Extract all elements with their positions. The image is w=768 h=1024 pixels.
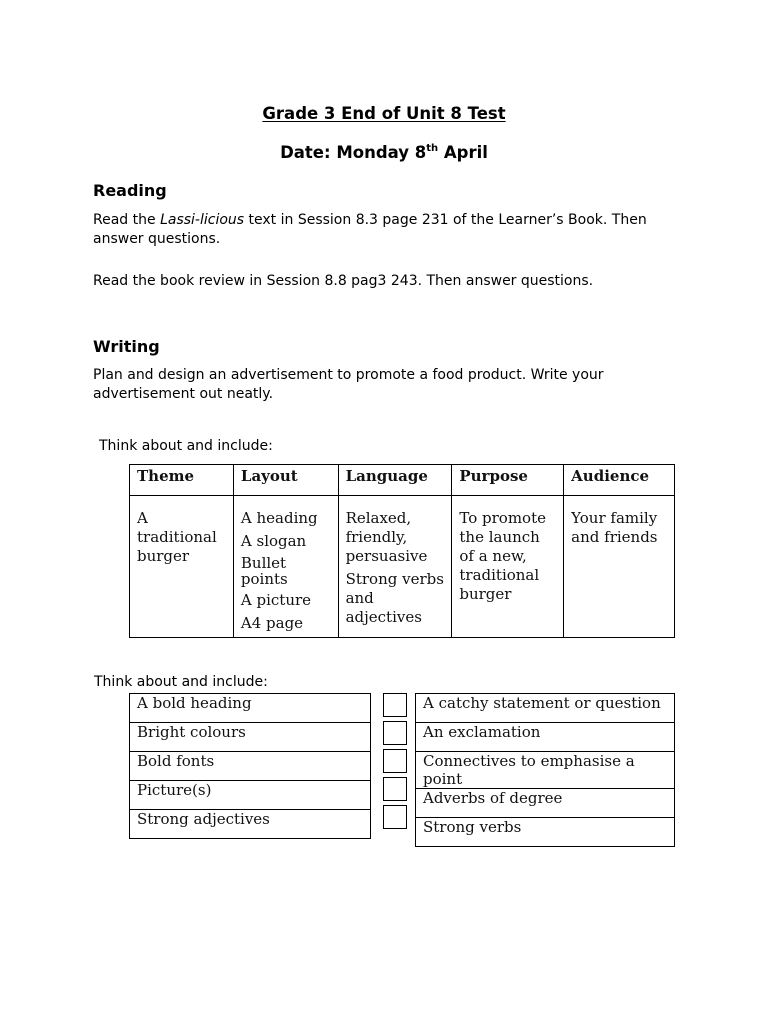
plan-table-note: Think about and include:	[99, 438, 273, 454]
reading-book-title: Lassi-licious	[160, 212, 245, 228]
writing-instruction: Plan and design an advertisement to promote a food product. Write your advertisement out neatly.	[93, 367, 604, 402]
checkbox[interactable]	[383, 777, 407, 801]
reading-text-start: Read the	[93, 212, 161, 228]
checklist-note: Think about and include:	[94, 674, 268, 690]
list-item	[130, 810, 371, 839]
checkbox[interactable]	[383, 721, 407, 745]
header-theme: Theme	[130, 465, 234, 496]
list-item	[416, 789, 675, 818]
language-item: Strong verbs and adjectives	[345, 570, 444, 626]
header-layout: Layout	[233, 465, 338, 496]
header-purpose: Purpose	[452, 465, 564, 496]
reading-instruction-2: Read the book review in Session 8.8 pag3 243. Then answer questions.	[93, 273, 594, 289]
checklist-right-item: Strong verbs	[416, 818, 675, 847]
checklist-right-item: Connectives to emphasise a point	[416, 752, 675, 789]
cell-purpose	[452, 496, 564, 638]
date-prefix: Date: Monday 8	[280, 143, 427, 162]
list-item	[416, 694, 675, 723]
list-item	[130, 694, 371, 723]
list-item	[416, 752, 675, 789]
layout-item: A4 page	[240, 614, 304, 632]
cell-language	[338, 496, 452, 638]
theme-text: A traditional burger	[137, 509, 217, 565]
cell-layout	[233, 496, 338, 638]
list-item	[416, 818, 675, 847]
plan-table	[129, 464, 675, 638]
cell-theme	[130, 496, 234, 638]
checklist-right-item: A catchy statement or question	[416, 694, 675, 723]
checklist-right-item: Adverbs of degree	[416, 789, 675, 818]
list-item	[130, 723, 371, 752]
date-superscript: th	[426, 143, 439, 154]
plan-table-header-row	[130, 465, 675, 496]
header-language: Language	[338, 465, 452, 496]
reading-instruction-1	[93, 211, 693, 249]
page-title: Grade 3 End of Unit 8 Test	[262, 104, 506, 123]
cell-audience	[564, 496, 675, 638]
reading-heading: Reading	[93, 181, 167, 200]
checklist-left-item: Strong adjectives	[130, 810, 371, 839]
date-suffix: April	[438, 143, 488, 162]
checklist-right	[415, 693, 675, 847]
layout-item: A heading	[240, 509, 318, 527]
list-item	[130, 781, 371, 810]
audience-text: Your family and friends	[571, 509, 658, 546]
list-item	[416, 723, 675, 752]
purpose-text: To promote the launch of a new, traditional burger	[459, 509, 546, 603]
checklist-left	[129, 693, 371, 839]
checkbox[interactable]	[383, 693, 407, 717]
checkbox[interactable]	[383, 749, 407, 773]
writing-heading: Writing	[93, 337, 160, 356]
language-item: Relaxed, friendly, persuasive	[345, 509, 428, 565]
checklist-right-item: An exclamation	[416, 723, 675, 752]
layout-item: A picture	[240, 591, 312, 609]
checkbox[interactable]	[383, 805, 407, 829]
layout-item: A slogan	[240, 532, 307, 550]
checklist-left-item: Bold fonts	[130, 752, 371, 781]
checklist-left-item: Bright colours	[130, 723, 371, 752]
header-audience: Audience	[564, 465, 675, 496]
list-item	[130, 752, 371, 781]
plan-table-body-row	[130, 496, 675, 638]
checklist-left-item: A bold heading	[130, 694, 371, 723]
layout-item: Bullet points	[240, 554, 288, 588]
reading-text-end: text in Session 8.3 page 231 of the Learner’s Book. Then answer questions.	[93, 212, 647, 247]
checkbox-column	[383, 693, 409, 833]
checklist-left-item: Picture(s)	[130, 781, 371, 810]
test-date	[0, 143, 768, 162]
